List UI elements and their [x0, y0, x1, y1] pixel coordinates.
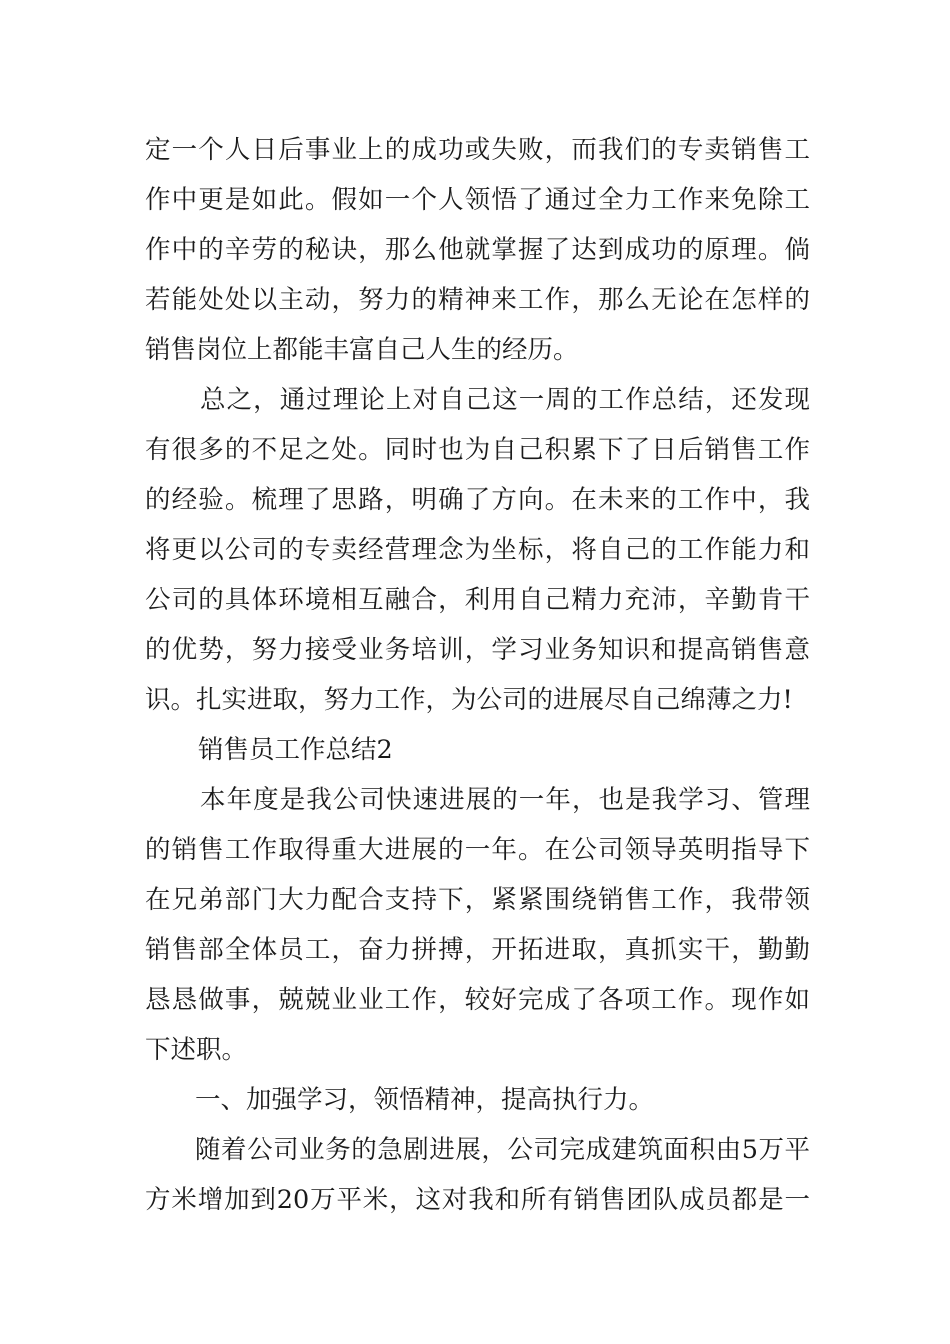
text-line: 公司的具体环境相互融合，利用自己精力充沛，辛勤肯干	[145, 585, 810, 615]
text-line: 在兄弟部门大力配合支持下，紧紧围绕销售工作，我带领	[145, 885, 810, 915]
text-line: 识。扎实进取，努力工作，为公司的进展尽自己绵薄之力!	[145, 685, 793, 715]
text-line: 若能处处以主动，努力的精神来工作，那么无论在怎样的	[145, 285, 810, 315]
paragraph-first-line: 总之，通过理论上对自己这一周的工作总结，还发现	[200, 385, 810, 415]
text-line: 销售岗位上都能丰富自己人生的经历。	[145, 335, 579, 365]
paragraph-first-line: 本年度是我公司快速进展的一年，也是我学习、管理	[200, 785, 810, 815]
text-line: 下述职。	[145, 1035, 248, 1065]
text-line: 作中的辛劳的秘诀，那么他就掌握了达到成功的原理。倘	[145, 235, 810, 265]
text-line: 的经验。梳理了思路，明确了方向。在未来的工作中，我	[145, 485, 810, 515]
text-line: 方米增加到20万平米，这对我和所有销售团队成员都是一	[145, 1185, 810, 1215]
text-line: 销售部全体员工，奋力拼搏，开拓进取，真抓实干，勤勤	[145, 935, 810, 965]
section-heading: 销售员工作总结2	[198, 735, 393, 765]
text-line: 将更以公司的专卖经营理念为坐标，将自己的工作能力和	[145, 535, 810, 565]
paragraph-first-line: 随着公司业务的急剧进展，公司完成建筑面积由5万平	[195, 1135, 810, 1165]
text-line: 作中更是如此。假如一个人领悟了通过全力工作来免除工	[145, 185, 810, 215]
text-line: 定一个人日后事业上的成功或失败，而我们的专卖销售工	[145, 135, 810, 165]
subsection-heading: 一、加强学习，领悟精神，提高执行力。	[195, 1085, 655, 1115]
text-line: 恳恳做事，兢兢业业工作，较好完成了各项工作。现作如	[145, 985, 810, 1015]
text-line: 的销售工作取得重大进展的一年。在公司领导英明指导下	[145, 835, 810, 865]
text-line: 有很多的不足之处。同时也为自己积累下了日后销售工作	[145, 435, 810, 465]
text-line: 的优势，努力接受业务培训，学习业务知识和提高销售意	[145, 635, 810, 665]
